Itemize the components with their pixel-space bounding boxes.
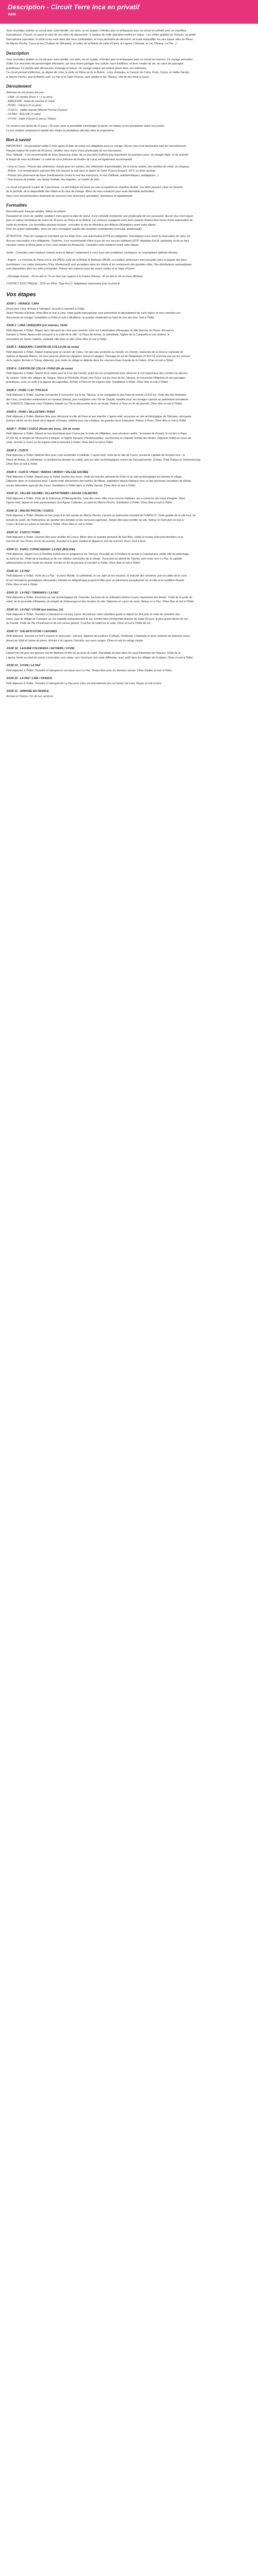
- day-line: Envol pour Lima. Arrivée à l'aéroport, accueil et transfert à l'hôtel.: [6, 307, 85, 311]
- day-line: Petit déjeuner à l'hôtel. Départ matinal pour le canyon de Colca, l'un des plus profonds au monde. En chemin, traversée de la réserve nationale de: [6, 350, 183, 354]
- day-line: Petit déjeuner à l'hôtel. Départ pour la Vallée Sacrée des Incas. Visite du marché artisanal de Pisac et du site archéologique qui domine le village.: [6, 475, 183, 479]
- day-description: [6, 307, 253, 320]
- paragraph-line: vacciner contre la fièvre jaune si vous vous rendez en Amazonie. Consultez votre médecin avant votre départ.: [6, 244, 139, 247]
- day-line: de l'UNESCO. Déjeuner chez l'habitant, balade sur l'île et découverte de la vie locale. Retour à Puno en fin de journée. Dîner libre et nuit à l'hôtel.: [6, 402, 183, 406]
- day-line: Dîner libre et nuit à l'hôtel.: [6, 583, 38, 587]
- paragraph-line: - Une trousse de toilette, une lampe frontale, des lingettes, un maillot de bain...: [6, 178, 102, 182]
- paragraph-line: d'aller à la rencontre de personnages étonnants, qui vous feront partager leur culture, leurs traditions, et leurs modes de vie, au cœur de paysages: [6, 62, 184, 66]
- paragraph-line: pour un séjour touristique de moins de 90 jours au Pérou et en Bolivie. Les mineurs voyageant sans leurs parents doivent être munis d'une autorisation de: [6, 219, 193, 223]
- day-description: [6, 552, 253, 565]
- paragraph-line: Pour les autres nationalités, merci de vous renseigner auprès des autorités compétentes (consulat, ambassade).: [6, 227, 143, 231]
- day-description: [6, 651, 253, 660]
- day-description: [6, 669, 253, 673]
- day-line: du monde. Visite de l'île d'Incahuasi et de ses cactus géants. Coucher de soleil sur le salar. Dîner et nuit à l'hôtel de sel.: [6, 622, 151, 625]
- section-paragraph: [6, 234, 253, 247]
- paragraph-line: le temps de vous acclimater. Le maté de coca (infusion de feuilles de coca) est également recommandé.: [6, 158, 133, 161]
- day-description: [6, 475, 253, 488]
- day-line: Cuzco. Arrivée en soirée et transfert à l'hôtel. Dîner libre et nuit à l'hôtel.: [6, 523, 93, 527]
- section-title: Bon à savoir: [6, 138, 31, 143]
- day-line: Petit déjeuner à l'hôtel. Journée consacrée à l'excursion sur le lac Titicaca, le lac navigable le plus haut du monde (3 810 m). Visite des îles flottantes: [6, 394, 187, 397]
- day-description: [6, 453, 253, 466]
- section-paragraph: [6, 91, 253, 121]
- day-description: [6, 574, 253, 587]
- section-paragraph: [6, 165, 253, 182]
- paragraph-line: Le circuit est garanti à partir de 2 personnes. Le tarif indiqué est basé sur une occupation en chambre double. Les tarifs peuvent varier en fonction: [6, 185, 183, 189]
- day-line: Salinas et Aguada Blanca, où vous pourrez observer vigognes, lamas et alpagas. Passage du col de Patapampa (4 910 m), point de vue sur les volcans: [6, 355, 190, 359]
- day-description: [6, 371, 253, 384]
- day-title: JOUR 15 : LA PAZ / TIWANAKU / LA PAZ: [6, 591, 59, 595]
- day-line: préinca située sur les bords de la lagune d'Umayo, célèbre pour ses chullpas, de grandes tours funéraires. Retour à Puno. Dîner libre et nuit à l'hôtel.: [6, 419, 187, 423]
- paragraph-line: - Argent : La monnaie du Pérou est le Sol (PEN), celle de la Bolivie le Boliviano (BOB). Les dollars américains sont acceptés dans la plupart des lieux: [6, 259, 187, 262]
- day-description: [6, 329, 253, 342]
- day-title: JOUR 1 : FRANCE / LIMA: [6, 302, 39, 306]
- day-description: [6, 497, 253, 505]
- day-line: route. Arrivée à Cuzco en fin d'après-midi et transfert à l'hôtel. Dîner libre et nuit à l'hôtel.: [6, 441, 114, 445]
- day-line: Déjeuner dans un restaurant local. L'après-midi, découverte des salines de Maras, exploitées depuis l'époque inca, et des terrasses circulaires de Moray,: [6, 480, 191, 483]
- day-title: JOUR 9 : CUZCO / PISAC / MARAS / MORAY / VALLÉE SACRÉE: [6, 470, 89, 474]
- paragraph-line: sortie du territoire. Les formalités peuvent évoluer : consultez le site du Ministère des Affaires Étrangères avant votre départ.: [6, 223, 156, 227]
- paragraph-line: - Bolivie : Les températures peuvent être très basses la nuit dans la région du Salar d'Uyuni (jusqu'à -20°C en hiver austral).: [6, 170, 156, 173]
- intro-line: francophone spécialisé, la visite et les nuits dans des lieux confortables, et vous permettra de découvrir, en toute tranquillité, les plus beaux sites du Pérou: [6, 38, 193, 41]
- program-heading: Vos étapes: [6, 292, 36, 298]
- day-line: Selon l'horaire d'arrivée, dîner libre et nuit à Lima. Votre guide francophone vous présentera le déroulement de votre séjour et vous remettra vos: [6, 312, 181, 315]
- day-line: grandioses, avec un arrêt à la lagune de Lagunillas. Arrivée à Puno en fin d'après-midi. Installation à l'hôtel. Dîner libre et nuit à l'hôtel.: [6, 381, 169, 384]
- day-title: JOUR 5 : PUNO / LAC TITICACA: [6, 388, 48, 392]
- day-title: JOUR 3 : AREQUIPA / CANYON DE COLCA (4h de route): [6, 346, 79, 349]
- section-paragraph: [6, 282, 253, 286]
- section-paragraph: [6, 210, 253, 231]
- day-line: administrative la plus haute du monde. Arrivée en fin de journée et transfert à l'hôtel. Dîner libre et nuit à l'hôtel.: [6, 562, 141, 565]
- paragraph-line: Aucune vaccination n'est obligatoire. Toutefois, il est recommandé d'être à jour de ses vaccins habituels (DTP, hépatites A et B, typhoïde), et de se faire: [6, 239, 189, 243]
- section-title: Formalités: [6, 203, 27, 208]
- day-title: JOUR 21 : ARRIVÉE EN FRANCE: [6, 690, 49, 693]
- paragraph-line: - Lima et Cuzco : Prévoir des vêtements chauds pour les soirées, des vêtements imperméables, de la crème solaire, des lunettes de soleil, un chapeau.: [6, 165, 190, 168]
- day-line: Petit déjeuner à l'hôtel. Journée libre pour profiter de Cuzco, flâner dans le quartier artisanal de San Blas, visiter le musée d'art précolombien ou le: [6, 535, 183, 539]
- day-line: Arrivée en France. Fin de nos services.: [6, 694, 54, 698]
- paragraph-line: sont disponibles dans les villes principales. Prévoir des espèces pour les zones rurales et le Salar d'Uyuni.: [6, 267, 135, 271]
- paragraph-line: - CUZCO - Vallée Sacrée (Machu Picchu) (4 jours): [6, 108, 68, 112]
- paragraph-line: de la période, de la disponibilité des hôtels et du taux de change. Merci de nous contacter pour toute demande particulière.: [6, 190, 155, 194]
- day-line: (4 335 m), le temple de Wiracocha à Raqchi, et l'église baroque d'Andahuaylillas, surnommée la chapelle Sixtine des Andes. Déjeuner buffet en cours de: [6, 436, 191, 440]
- day-line: temple du soleil, de l'Intihuatana, du quartier des temples et des terrasses agricoles. Temps libre pour profiter du site. Retour en train puis en bus à: [6, 518, 184, 522]
- paragraph-line: - LA PAZ - BOLIVIE (3 nuits): [6, 113, 41, 116]
- day-title: JOUR 10 : VALLÉE SACRÉE / OLLANTAYTAMBO / AGUAS CALIENTES: [6, 492, 98, 496]
- day-description: [6, 350, 253, 363]
- paragraph-line: Itinéraire du circuit jour par jour :: [6, 91, 45, 95]
- paragraph-line: Ce circuit permet d'effectuer, au départ de Lima, la visite du Pérou et de la Bolivie : Lima, Arequipa, le Canyon de Colca, Puno, Cuzco, la Vallée Sacrée,: [6, 71, 190, 75]
- day-description: [6, 535, 253, 544]
- section-title: Déroulement: [6, 84, 31, 89]
- section-paragraph: [6, 251, 253, 255]
- day-title: JOUR 12 : CUZCO / PUNO: [6, 531, 40, 534]
- section-paragraph: [6, 144, 253, 162]
- day-line: Petit déjeuner à l'hôtel. Départ vers l'aéroport de Lima pour prendre votre vol à destination d'Arequipa, la ville blanche du Pérou. Accueil et: [6, 329, 174, 332]
- intro: [6, 29, 253, 46]
- day-title: JOUR 17 : SALAR D'UYUNI / LAGUNES: [6, 630, 57, 633]
- page-banner: [0, 0, 258, 24]
- day-line: Petit déjeuner à l'hôtel. Montée en bus jusqu'à la cité sacrée du Machu Picchu, classée au patrimoine mondial de l'UNESCO. Visite guidée de la cité inca, du: [6, 514, 196, 518]
- paragraph-line: le Machu Picchu, puis la Bolivie avec La Paz et le Salar d'Uyuni, sans oublier le lac Titicaca. Une fin de circuit à Uyuni...: [6, 75, 151, 79]
- section-paragraph: [6, 124, 253, 133]
- day-line: ancien laboratoire agricole des Incas. Installation à l'hôtel dans la Vallée Sacrée. Dîner libre et nuit à l'hôtel.: [6, 484, 136, 487]
- day-line: désert de Siloli et l'arbre de pierre. Arrivée à la Laguna Colorada, aux eaux rouges. Dîner et nuit en refuge simple.: [6, 639, 144, 642]
- day-description: [6, 682, 253, 686]
- paragraph-line: - Prévoir une pharmacie de base (médicaments contre le mal des transports, le mal d'altitude, antidiarrhéiques, antalgiques...).: [6, 174, 159, 177]
- document-body: [6, 29, 253, 702]
- day-line: Petit déjeuner à l'hôtel. Matinée libre pour vous acclimater à l'altitude. L'après-midi, visite de la ville de Cuzco, ancienne capitale de l'empire inca : la: [6, 454, 185, 457]
- days-list: [6, 302, 253, 699]
- day-title: JOUR 11 : MACHU PICCHU / CUZCO: [6, 509, 54, 513]
- day-description: [6, 613, 253, 625]
- day-line: Petit déjeuner. Journée en 4x4 à travers le Sud Lípez : volcans, lagunes de couleurs (Cañapa, Hedionda, Chiarkota) et leurs colonies de flamants roses,: [6, 635, 190, 638]
- intro-line: Vous souhaitez réaliser un circuit avec votre famille, vos amis, ou en couple, n'hésitez plus et embarquez pour un circuit en privatif avec un chauffeur,: [6, 29, 187, 32]
- day-line: de la région. Arrivée à Chivay, déjeuner, puis visite du village et détente dans les sources d'eau chaude de la Calera. Dîner et nuit à l'hôtel.: [6, 359, 174, 363]
- day-title: JOUR 20 : LA PAZ / LIMA / FRANCE: [6, 677, 52, 681]
- sections: [6, 50, 253, 286]
- intro-line: francophone, d'Uyuni, un ayant et celui de vos rêves de découverte ! L'audace de cette opération mettra en valeur : Les visites guidées en français, un guide: [6, 33, 196, 37]
- day-line: des Uros, construites entièrement en roseaux (totora), puis navigation vers l'île de Taquile, réputée pour ses tissages classés au patrimoine immatériel: [6, 398, 188, 401]
- paragraph-line: français (séjour de moins de 90 jours). Veuillez vous munir d'une photocopie de vos documents.: [6, 149, 122, 152]
- section-paragraph: [6, 185, 253, 198]
- day-description: [6, 432, 253, 445]
- day-line: Petit déjeuner à l'hôtel. Visite de La Paz : la place Murillo, la cathédrale, la rue Jaén et ses musées, le marché des sorcières, puis la vallée de la Lune: [6, 574, 187, 578]
- day-line: monastère de Santa Catalina, véritable ville dans la ville. Dîner libre et nuit à l'hôtel.: [6, 337, 107, 341]
- day-title: JOUR 4 : CANYON DE COLCA / PUNO (6h de route): [6, 367, 73, 370]
- intro-line: (le Machu Picchu, Cuzco et les Chullpas de Sillustani), et celles de la Bolivie (le salar d'Uyuni, la Lagune Colorada, le Lac Titicaca, La Paz...).: [6, 42, 178, 46]
- day-description: [6, 634, 253, 643]
- paragraph-line: Ressortissants français adultes, bébés et enfants :: [6, 210, 68, 214]
- paragraph-line: - Décalage horaire : -6h en été et -7h en hiver par rapport à la France (Pérou), -5h en été et -6h en hiver (Bolivie).: [6, 275, 143, 278]
- paragraph-line: touristiques. Les cartes bancaires (Visa, Mastercard) sont acceptées dans les hôtels et les restaurants des grandes villes. Des distributeurs automatiques: [6, 263, 192, 266]
- paragraph-line: Passeport en cours de validité, valable 6 mois après la date de retour. Il est conseillé d'emporter une photocopie de son passeport. Aucun visa n'est requis: [6, 214, 194, 218]
- paragraph-line: CONTACT ÉLECTRIQUE : 220V en 60Hz. Type A et C. Adaptateur nécessaire pour la prise A.: [6, 282, 121, 286]
- day-title: JOUR 2 : LIMA / AREQUIPA (vol intérieur, 1h30): [6, 324, 68, 328]
- paragraph-line: - UYUNI - Salar d'Uyuni (2 jours) / Retour: [6, 117, 56, 121]
- day-line: Dîner libre et nuit à l'hôtel.: [6, 463, 38, 466]
- day-line: soleil, de la pyramide d'Akapana, du temple de Kalasasaya et des musées du site. Déjeuner en cours de route. Retour à La Paz. Dîner libre et nuit à l'hôtel.: [6, 600, 195, 604]
- paragraph-line: grandioses. Ce périple allie découverte, échange et nature. Un voyage unique qui restera gravé dans vos mémoires.: [6, 66, 147, 70]
- day-title: JOUR 13 : PUNO / COPACABANA / LA PAZ (BOLIVIE): [6, 548, 75, 551]
- day-description: [6, 393, 253, 406]
- day-title: JOUR 16 : LA PAZ / UYUNI (vol intérieur, 1h): [6, 608, 63, 612]
- day-line: Petit déjeuner à l'hôtel. Visite de la forteresse d'Ollantaytambo, l'une des rares villes incas encore habitées, qui a conservé son tracé d'origine. Dans: [6, 497, 185, 500]
- day-line: Départ très tôt pour les geysers Sol de Mañana (4 850 m) au lever du soleil. Possibilité de bain dans les eaux thermales de Polques. Visite de la: [6, 652, 181, 655]
- day-line: Petit déjeuner à l'hôtel. Transfert à l'aéroport et vol pour Uyuni. Accueil par votre chauffeur-guide et départ en 4x4 pour la visite du cimetière des: [6, 613, 180, 617]
- page-title: Description - Circuit Terre Inca en privatif: [8, 3, 140, 11]
- day-line: trains, puis du village de Colchani, où l'on exploite artisanalement le sel. Entrée dans l'immensité blanche du Salar d'Uyuni, le plus grand désert de sel: [6, 617, 188, 621]
- day-line: transfert à l'hôtel. Après-midi consacré à la visite de la ville : la Plaza de Armas, la cathédrale, l'église de la Compañía et ses cloîtres, le: [6, 333, 170, 337]
- paragraph-line: - AREQUIPA - Hotel de charme (2 nuits): [6, 99, 55, 103]
- day-description: [6, 694, 253, 699]
- day-line: au bord du lac. Visite de la basilique et de son célèbre sanctuaire de la Vierge. Traversée du détroit de Tiquina, puis route vers La Paz, la capitale: [6, 557, 182, 561]
- day-title: JOUR 6 : PUNO / SILLUSTANI / PUNO: [6, 410, 55, 414]
- day-title: JOUR 7 : PUNO / CUZCO (Route des Incas, 10h de route): [6, 427, 80, 431]
- paragraph-line: Santé : Consultez votre médecin traitant avant le départ, notamment si vous avez des problèmes cardiaques ou respiratoires (altitude élevée).: [6, 251, 178, 255]
- day-line: Petit déjeuner à l'hôtel. Matinée libre pour découvrir la ville de Puno et son marché. L'après-midi, excursion au site archéologique de Sillustani, nécropole: [6, 415, 191, 418]
- paragraph-line: Pour l'altitude : il est recommandé de boire beaucoup d'eau, de ne pas faire d'efforts trop importants les premiers jours, de manger léger, et de prendre: [6, 154, 189, 157]
- day-line: Plaza de Armas, la cathédrale, le Qorikancha (temple du soleil), puis les sites archéologiques voisins de Sacsayhuamán, Q'enqo, Puka Pukara et Tambomachay.: [6, 458, 201, 462]
- paragraph-line: IMPORTANT : Un passeport valide 6 mois après la date de retour est obligatoire pour ce voyage. Aucun visa n'est nécessaire pour les ressortissants: [6, 145, 186, 148]
- day-line: Petit déjeuner à l'hôtel. Départ en bus touristique pour Cuzco par la route de l'Altiplano, avec plusieurs arrêts : le musée de Pucará, le col de La Raya: [6, 432, 187, 436]
- day-line: Laguna Verde au pied du volcan Licancabur, puis retour vers Uyuni par une route différente, avec arrêt dans les villages de la région. Dîner et nuit à l'hôtel.: [6, 656, 194, 659]
- day-line: et ses formations géologiques étonnantes. Montée en téléphérique jusqu'à El Alto pour un panorama exceptionnel sur la ville et la cordillère Royale.: [6, 579, 185, 582]
- section-paragraph: [6, 58, 253, 79]
- day-line: Petit déjeuner à l'hôtel. Transfert à l'aéroport et vol retour vers La Paz. Temps libre pour les derniers achats. Dîner d'adieu et nuit à l'hôtel.: [6, 669, 173, 672]
- paragraph-line: Vous souhaitez réaliser un circuit avec votre famille, vos amis, ou en couple, n'hésitez plus et embarquez pour un circuit sur mesure. Ce voyage permettra: [6, 58, 193, 61]
- day-line: Petit déjeuner. Départ vers la frontière bolivienne en longeant le lac Titicaca. Passage de la frontière et arrivée à Copacabana, petite ville de pèlerinage: [6, 553, 189, 556]
- day-line: l'après-midi, départ en train panoramique vers Aguas Calientes, au pied du Machu Picchu. Installation à l'hôtel. Dîner libre et nuit à l'hôtel.: [6, 501, 173, 505]
- day-description: [6, 415, 253, 423]
- day-line: marché de San Pedro. En fin de journée, transfert à la gare routière et départ en bus de nuit vers Puno. Nuit à bord.: [6, 540, 147, 544]
- day-title: JOUR 8 : CUZCO: [6, 449, 28, 452]
- day-title: JOUR 18 : LAGUNE COLORADA / GEYSERS / UYUNI: [6, 647, 74, 651]
- section-paragraph: [6, 275, 253, 279]
- paragraph-line: - LIMA - El Tambo (Paris 1 / 2 ou plus): [6, 95, 53, 99]
- paragraph-line: ATTENTION : Pour les voyageurs transitant par les États-Unis, une autorisation ESTA est obligatoire. Renseignez-vous avant la réservation de votre vol.: [6, 235, 191, 239]
- paragraph-line: Le prix indiqué comprend la totalité des visites et prestations décrites dans le programme.: [6, 129, 115, 132]
- day-line: documents de voyage. Installation à l'hôtel et nuit à Miraflores, le quartier résidentiel en bord de mer de Lima. Nuit à l'hôtel.: [6, 316, 155, 319]
- section-paragraph: [6, 258, 253, 271]
- day-description: [6, 514, 253, 527]
- day-title: JOUR 14 : LA PAZ: [6, 569, 30, 573]
- paragraph-line: Ce circuit a une durée de 21 jours / 20 nuits, avec la possibilité d'aménager la durée, les étapes et les prestations selon vos envies.: [6, 125, 165, 128]
- day-description: [6, 596, 253, 604]
- day-line: Petit déjeuner à l'hôtel. Transfert à l'aéroport de La Paz pour votre vol international vers la France via Lima. Repas et nuit à bord.: [6, 682, 162, 685]
- paragraph-line: - PUNO - Titicaca (3 ou plus): [6, 104, 41, 108]
- page-title-stars: ***: [8, 11, 16, 19]
- day-title: JOUR 19 : UYUNI / LA PAZ: [6, 664, 41, 668]
- day-line: Petit déjeuner à l'hôtel. Départ tôt le matin pour la Cruz del Condor, point de vue exceptionnel pour observer le vol majestueux des condors au-dessus: [6, 372, 188, 376]
- day-line: Petit déjeuner à l'hôtel. Excursion au site archéologique de Tiwanaku, berceau de la civilisation préinca la plus importante des Andes. Visite de la porte du: [6, 596, 192, 599]
- section-title: Description: [6, 50, 29, 56]
- day-line: du canyon. Visite des villages de Yanque, Maca et Pinchollo. Route vers Puno, sur les rives du lac Titicaca, en traversant l'Altiplano et ses paysages: [6, 376, 186, 380]
- paragraph-line: Nous vous recommandons fortement de souscrire une assurance annulation, assistance et rapatriement.: [6, 194, 133, 198]
